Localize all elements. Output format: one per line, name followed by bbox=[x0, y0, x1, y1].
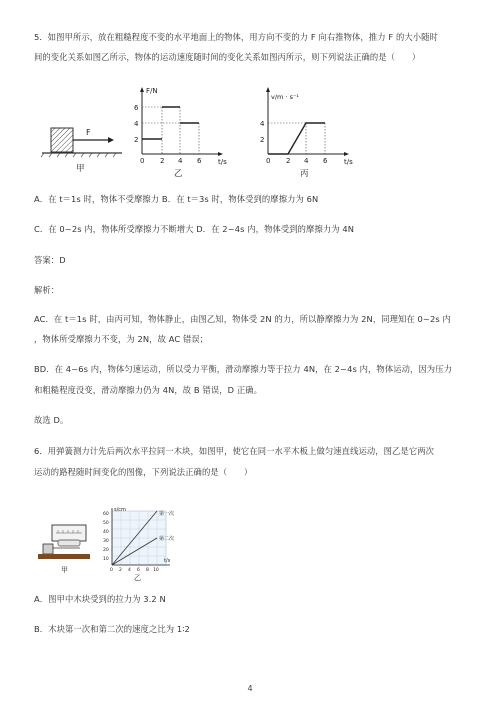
xtick-6: 6 bbox=[197, 157, 202, 165]
xtick-10: 10 bbox=[153, 568, 159, 573]
y-axis-label: v/m · s⁻¹ bbox=[271, 93, 299, 101]
series-label-first: 第一次 bbox=[159, 511, 175, 517]
q5-analysis-title: 解析： bbox=[34, 285, 60, 295]
x-axis-label: t/s bbox=[344, 158, 353, 166]
hand bbox=[58, 540, 80, 546]
page-number: 4 bbox=[247, 684, 253, 693]
q6-stem-line1: 6．用弹簧测力计先后两次水平拉同一木块，如图甲，使它在同一水平木板上做匀速直线运动，图乙是它两次 bbox=[34, 446, 435, 456]
ytick-30: 30 bbox=[103, 539, 109, 544]
ytick-2: 2 bbox=[134, 136, 139, 144]
xtick-8: 8 bbox=[146, 568, 149, 573]
ytick-2: 2 bbox=[260, 136, 265, 144]
wooden-board bbox=[38, 554, 90, 559]
xtick-2: 2 bbox=[119, 568, 122, 573]
wood-block bbox=[43, 544, 53, 554]
xtick-2: 2 bbox=[286, 157, 291, 165]
xtick-0: 0 bbox=[110, 568, 113, 573]
q6-figure-yi bbox=[98, 506, 202, 584]
y-axis-label: F/N bbox=[146, 87, 158, 95]
q5-analysis-bd-line1: BD．在 4~6s 内，物体匀速运动，所以受力平衡，滑动摩擦力等于拉力 4N，在 2~4s 内，物体运动，因为压力 bbox=[34, 364, 452, 374]
ytick-20: 20 bbox=[103, 548, 109, 553]
q5-analysis-ac-line2: ，物体所受摩擦力不变，为 2N，故 AC 错误； bbox=[34, 334, 209, 344]
ytick-50: 50 bbox=[103, 521, 109, 526]
ytick-60: 60 bbox=[103, 512, 109, 517]
q5-conclusion: 故选 D。 bbox=[34, 415, 69, 425]
xtick-4: 4 bbox=[178, 157, 183, 165]
ytick-10: 10 bbox=[103, 557, 109, 562]
dashed-guides bbox=[142, 107, 199, 154]
force-label: F bbox=[86, 128, 91, 137]
ytick-4: 4 bbox=[260, 120, 265, 128]
series-label-second: 第二次 bbox=[159, 536, 175, 542]
xtick-0: 0 bbox=[140, 157, 145, 165]
caption-bing: 丙 bbox=[300, 169, 309, 179]
caption-jia-q6: 甲 bbox=[61, 566, 68, 574]
caption-jia: 甲 bbox=[76, 164, 85, 174]
x-axis-label: t/s bbox=[218, 158, 227, 166]
x-axis-label: t/s bbox=[164, 558, 171, 564]
xtick-2: 2 bbox=[160, 157, 165, 165]
q6-option-b: B．木块第一次和第二次的速度之比为 1∶2 bbox=[34, 624, 190, 634]
xtick-0: 0 bbox=[266, 157, 271, 165]
q5-stem-line2: 间的变化关系如图乙所示，物体的运动速度随时间的变化关系如图丙所示，则下列说法正确的是（ ） bbox=[34, 52, 421, 62]
q5-analysis-ac-line1: AC．在 t＝1s 时，由丙可知，物体静止，由图乙知，物体受 2N 的力，所以静摩擦力为 2N，同理知在 0~2s 内 bbox=[34, 314, 451, 324]
caption-yi-q6: 乙 bbox=[134, 574, 141, 582]
q5-option-cd: C．在 0~2s 内，物体所受摩擦力不断增大 D．在 2~4s 内，物体受到的摩擦力为 4N bbox=[34, 224, 355, 234]
ground-hatching bbox=[41, 153, 116, 157]
y-axis-label: s/cm bbox=[114, 507, 126, 513]
q5-stem-line1: 5．如图甲所示，放在粗糙程度不变的水平地面上的物体，用方向不变的力 F 向右推物体，推力 F 的大小随时 bbox=[34, 32, 438, 42]
xtick-6: 6 bbox=[137, 568, 140, 573]
q5-option-ab: A．在 t＝1s 时，物体不受摩擦力 B．在 t＝3s 时，物体受到的摩擦力为 6N bbox=[34, 194, 319, 204]
caption-yi: 乙 bbox=[174, 169, 183, 179]
velocity-line bbox=[268, 123, 325, 154]
q6-stem-line2: 运动的路程随时间变化的图像，下列说法正确的是（ ） bbox=[34, 467, 253, 477]
hatched-block bbox=[51, 128, 73, 152]
q6-figure-jia bbox=[36, 518, 98, 578]
ytick-6: 6 bbox=[134, 104, 139, 112]
q5-figure-yi bbox=[122, 84, 232, 180]
force-arrowhead bbox=[108, 137, 114, 143]
xtick-4: 4 bbox=[128, 568, 131, 573]
q6-option-a: A．图甲中木块受到的拉力为 3.2 N bbox=[34, 594, 166, 604]
ytick-4: 4 bbox=[134, 120, 139, 128]
xtick-6: 6 bbox=[323, 157, 328, 165]
q5-figure-bing bbox=[248, 84, 358, 180]
q5-analysis-bd-line2: 和粗糙程度没变，滑动摩擦力仍为 4N，故 B 错误，D 正确。 bbox=[34, 385, 263, 395]
ytick-40: 40 bbox=[103, 530, 109, 535]
q5-answer: 答案：D bbox=[34, 255, 66, 265]
xtick-4: 4 bbox=[304, 157, 309, 165]
